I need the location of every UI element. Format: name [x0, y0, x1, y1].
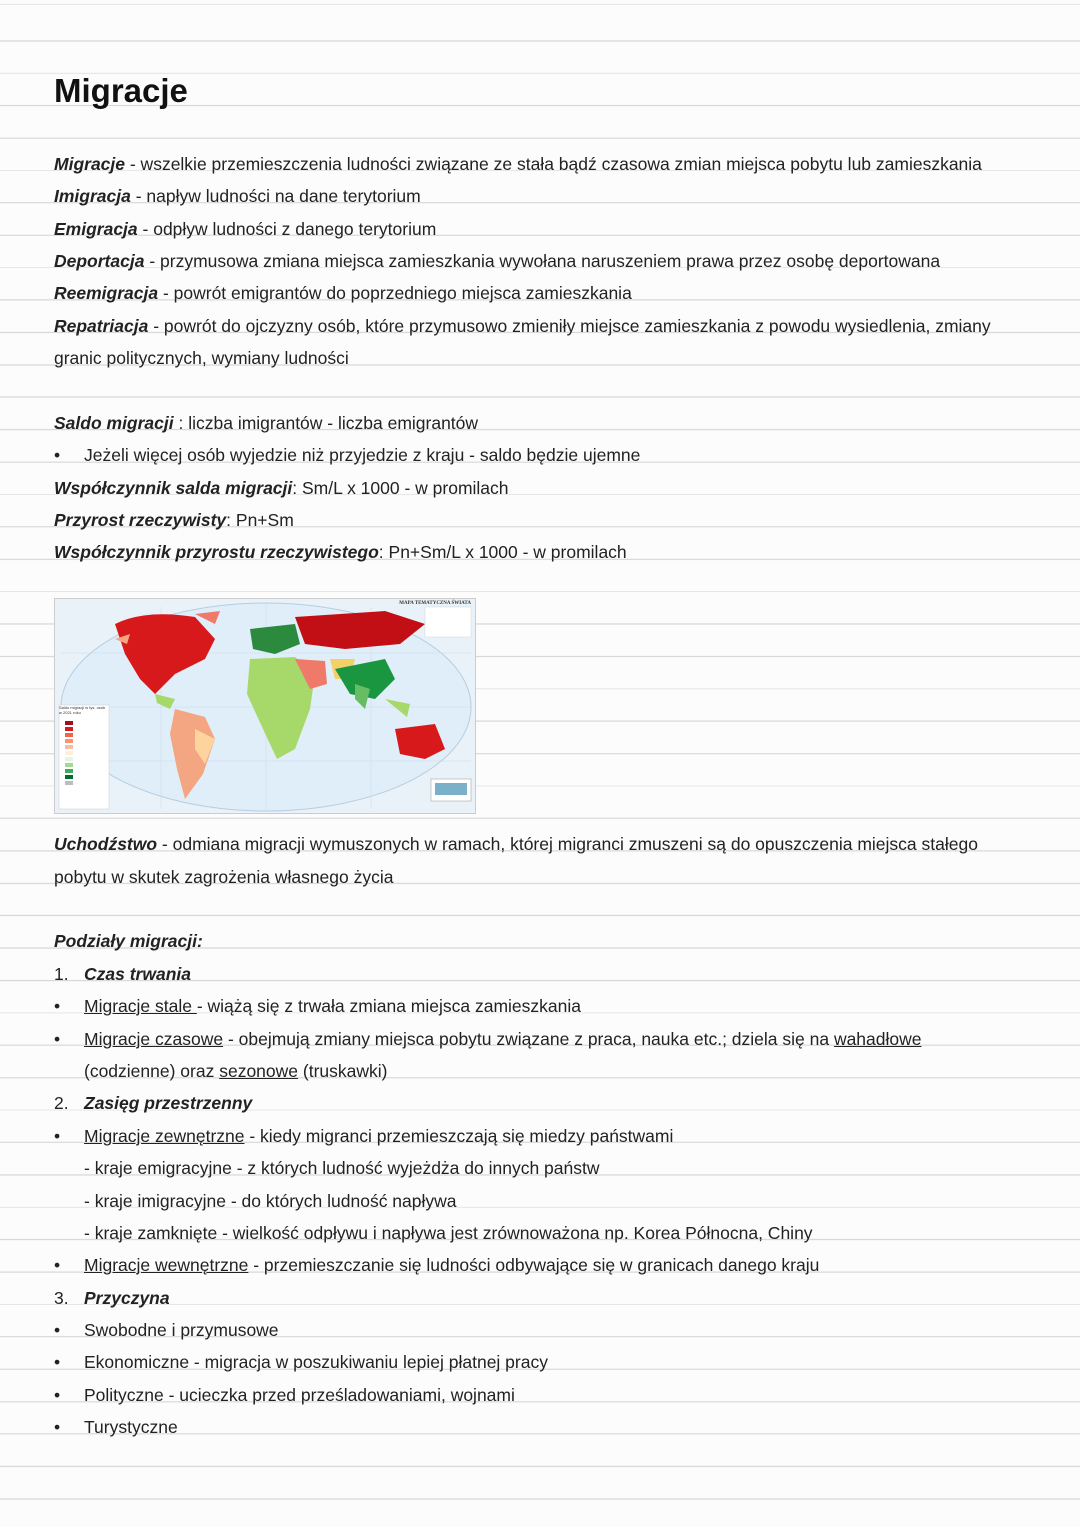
- formula-wspolczynnik-salda: [54, 476, 509, 500]
- term: Uchodźstwo: [54, 834, 158, 854]
- term: Migracje: [54, 154, 125, 174]
- definition-deportacja: [54, 249, 940, 273]
- bullet-swobodne: Swobodne i przymusowe: [84, 1320, 279, 1340]
- bullet-text: - obejmują zmiany miejsca pobytu związane z praca, nauka etc.; dziela się na: [223, 1029, 834, 1049]
- definition-repatriacja: [54, 314, 991, 338]
- formula-przyrost: [54, 508, 294, 532]
- definition-imigracja: [54, 184, 421, 208]
- bullet-icon: •: [54, 1320, 61, 1340]
- section-title: Czas trwania: [84, 964, 191, 984]
- formula-wspolczynnik-przyrostu: [54, 540, 627, 564]
- podzialy-heading: [54, 929, 203, 953]
- term: Deportacja: [54, 251, 145, 271]
- bullet-migracje-zewnetrzne: [84, 1124, 673, 1148]
- term: Reemigracja: [54, 283, 159, 303]
- bullet-migracje-czasowe: [84, 1027, 922, 1051]
- formula-text: : Pn+Sm: [226, 510, 294, 530]
- definition-migracje: [54, 152, 982, 176]
- map-title: MAPA TEMATYCZNA ŚWIATA: [399, 601, 471, 606]
- dash-kraje-emigracyjne: - kraje emigracyjne - z których ludność wyjeżdża do innych państw: [84, 1158, 600, 1178]
- bullet-icon: •: [54, 445, 61, 465]
- section-number: 2.: [54, 1093, 69, 1113]
- underlined-term: Migracje wewnętrzne: [84, 1255, 249, 1275]
- bullet-migracje-stale: [84, 994, 581, 1018]
- section-2-heading: [54, 1091, 252, 1115]
- section-title: Przyczyna: [84, 1288, 170, 1308]
- bullet-icon: •: [54, 1029, 61, 1049]
- page-title: Migracje: [54, 72, 188, 109]
- map-legend-title: Saldo migracji w tys. osób w 2021 roku: [59, 705, 106, 715]
- definition-text: - napływ ludności na dane terytorium: [130, 186, 421, 206]
- definition-repatriacja-cont: granic politycznych, wymiany ludności: [54, 348, 349, 368]
- definition-emigracja: [54, 217, 436, 241]
- section-3-heading: [54, 1286, 170, 1310]
- definition-reemigracja: [54, 281, 632, 305]
- underlined-term: Migracje czasowe: [84, 1029, 224, 1049]
- bullet-text: - przemieszczanie się ludności odbywające się w granicach danego kraju: [248, 1255, 820, 1275]
- bullet-polityczne: Polityczne - ucieczka przed prześladowaniami, wojnami: [84, 1385, 515, 1405]
- section-title: Zasięg przestrzenny: [84, 1093, 253, 1113]
- bullet-text: (truskawki): [298, 1061, 388, 1081]
- term: Przyrost rzeczywisty: [54, 510, 227, 530]
- definition-uchodzstwo: [54, 832, 978, 856]
- bullet-icon: •: [54, 1385, 61, 1405]
- term: Saldo migracji: [54, 413, 174, 433]
- term: Współczynnik salda migracji: [54, 478, 293, 498]
- underlined-term: wahadłowe: [833, 1029, 922, 1049]
- definition-text: : liczba imigrantów - liczba emigrantów: [173, 413, 479, 433]
- bullet-text: - wiążą się z trwała zmiana miejsca zamieszkania: [196, 996, 581, 1016]
- definition-text: - odmiana migracji wymuszonych w ramach, której migranci zmuszeni są do opuszczenia miejsca stałego: [157, 834, 978, 854]
- saldo-definition: [54, 411, 478, 435]
- dash-kraje-zamkniete: - kraje zamknięte - wielkość odpływu i napływa jest zrównoważona np. Korea Północna, Chiny: [84, 1223, 813, 1243]
- bullet-icon: •: [54, 1126, 61, 1146]
- definition-uchodzstwo-cont: pobytu w skutek zagrożenia własnego życia: [54, 867, 394, 887]
- definition-text: - powrót emigrantów do poprzedniego miejsca zamieszkania: [158, 283, 632, 303]
- term: Repatriacja: [54, 316, 149, 336]
- saldo-bullet: Jeżeli więcej osób wyjedzie niż przyjedzie z kraju - saldo będzie ujemne: [84, 445, 641, 465]
- underlined-term: Migracje zewnętrzne: [84, 1126, 245, 1146]
- section-number: 1.: [54, 964, 69, 984]
- term: Współczynnik przyrostu rzeczywistego: [54, 542, 379, 562]
- bullet-icon: •: [54, 1352, 61, 1372]
- term: Imigracja: [54, 186, 131, 206]
- definition-text: - wszelkie przemieszczenia ludności związane ze stała bądź czasowa zmian miejsca pobytu lub zamieszkania: [125, 154, 982, 174]
- bullet-icon: •: [54, 996, 61, 1016]
- bullet-icon: •: [54, 1255, 61, 1275]
- bullet-turystyczne: Turystyczne: [84, 1417, 178, 1437]
- bullet-ekonomiczne: Ekonomiczne - migracja w poszukiwaniu lepiej płatnej pracy: [84, 1352, 548, 1372]
- section-1-heading: [54, 962, 191, 986]
- underlined-term: sezonowe: [219, 1061, 299, 1081]
- bullet-text: (codzienne) oraz: [84, 1061, 220, 1081]
- bullet-migracje-czasowe-cont: [84, 1059, 387, 1083]
- heading-text: Podziały migracji:: [54, 931, 203, 951]
- formula-text: : Sm/L x 1000 - w promilach: [292, 478, 509, 498]
- definition-text: - powrót do ojczyzny osób, które przymusowo zmieniły miejsce zamieszkania z powodu wysiedlenia, zmiany: [148, 316, 991, 336]
- definition-text: - odpływ ludności z danego terytorium: [137, 219, 437, 239]
- definition-text: - przymusowa zmiana miejsca zamieszkania wywołana naruszeniem prawa przez osobę deportowana: [144, 251, 941, 271]
- section-number: 3.: [54, 1288, 69, 1308]
- bullet-migracje-wewnetrzne: [84, 1253, 819, 1277]
- bullet-text: - kiedy migranci przemieszczają się miedzy państwami: [244, 1126, 674, 1146]
- bullet-icon: •: [54, 1417, 61, 1437]
- dash-kraje-imigracyjne: - kraje imigracyjne - do których ludność napływa: [84, 1191, 457, 1211]
- world-map-graphic: [55, 599, 476, 814]
- world-migration-map: [54, 598, 476, 814]
- formula-text: : Pn+Sm/L x 1000 - w promilach: [378, 542, 627, 562]
- term: Emigracja: [54, 219, 138, 239]
- underlined-term: Migracje stale: [84, 996, 197, 1016]
